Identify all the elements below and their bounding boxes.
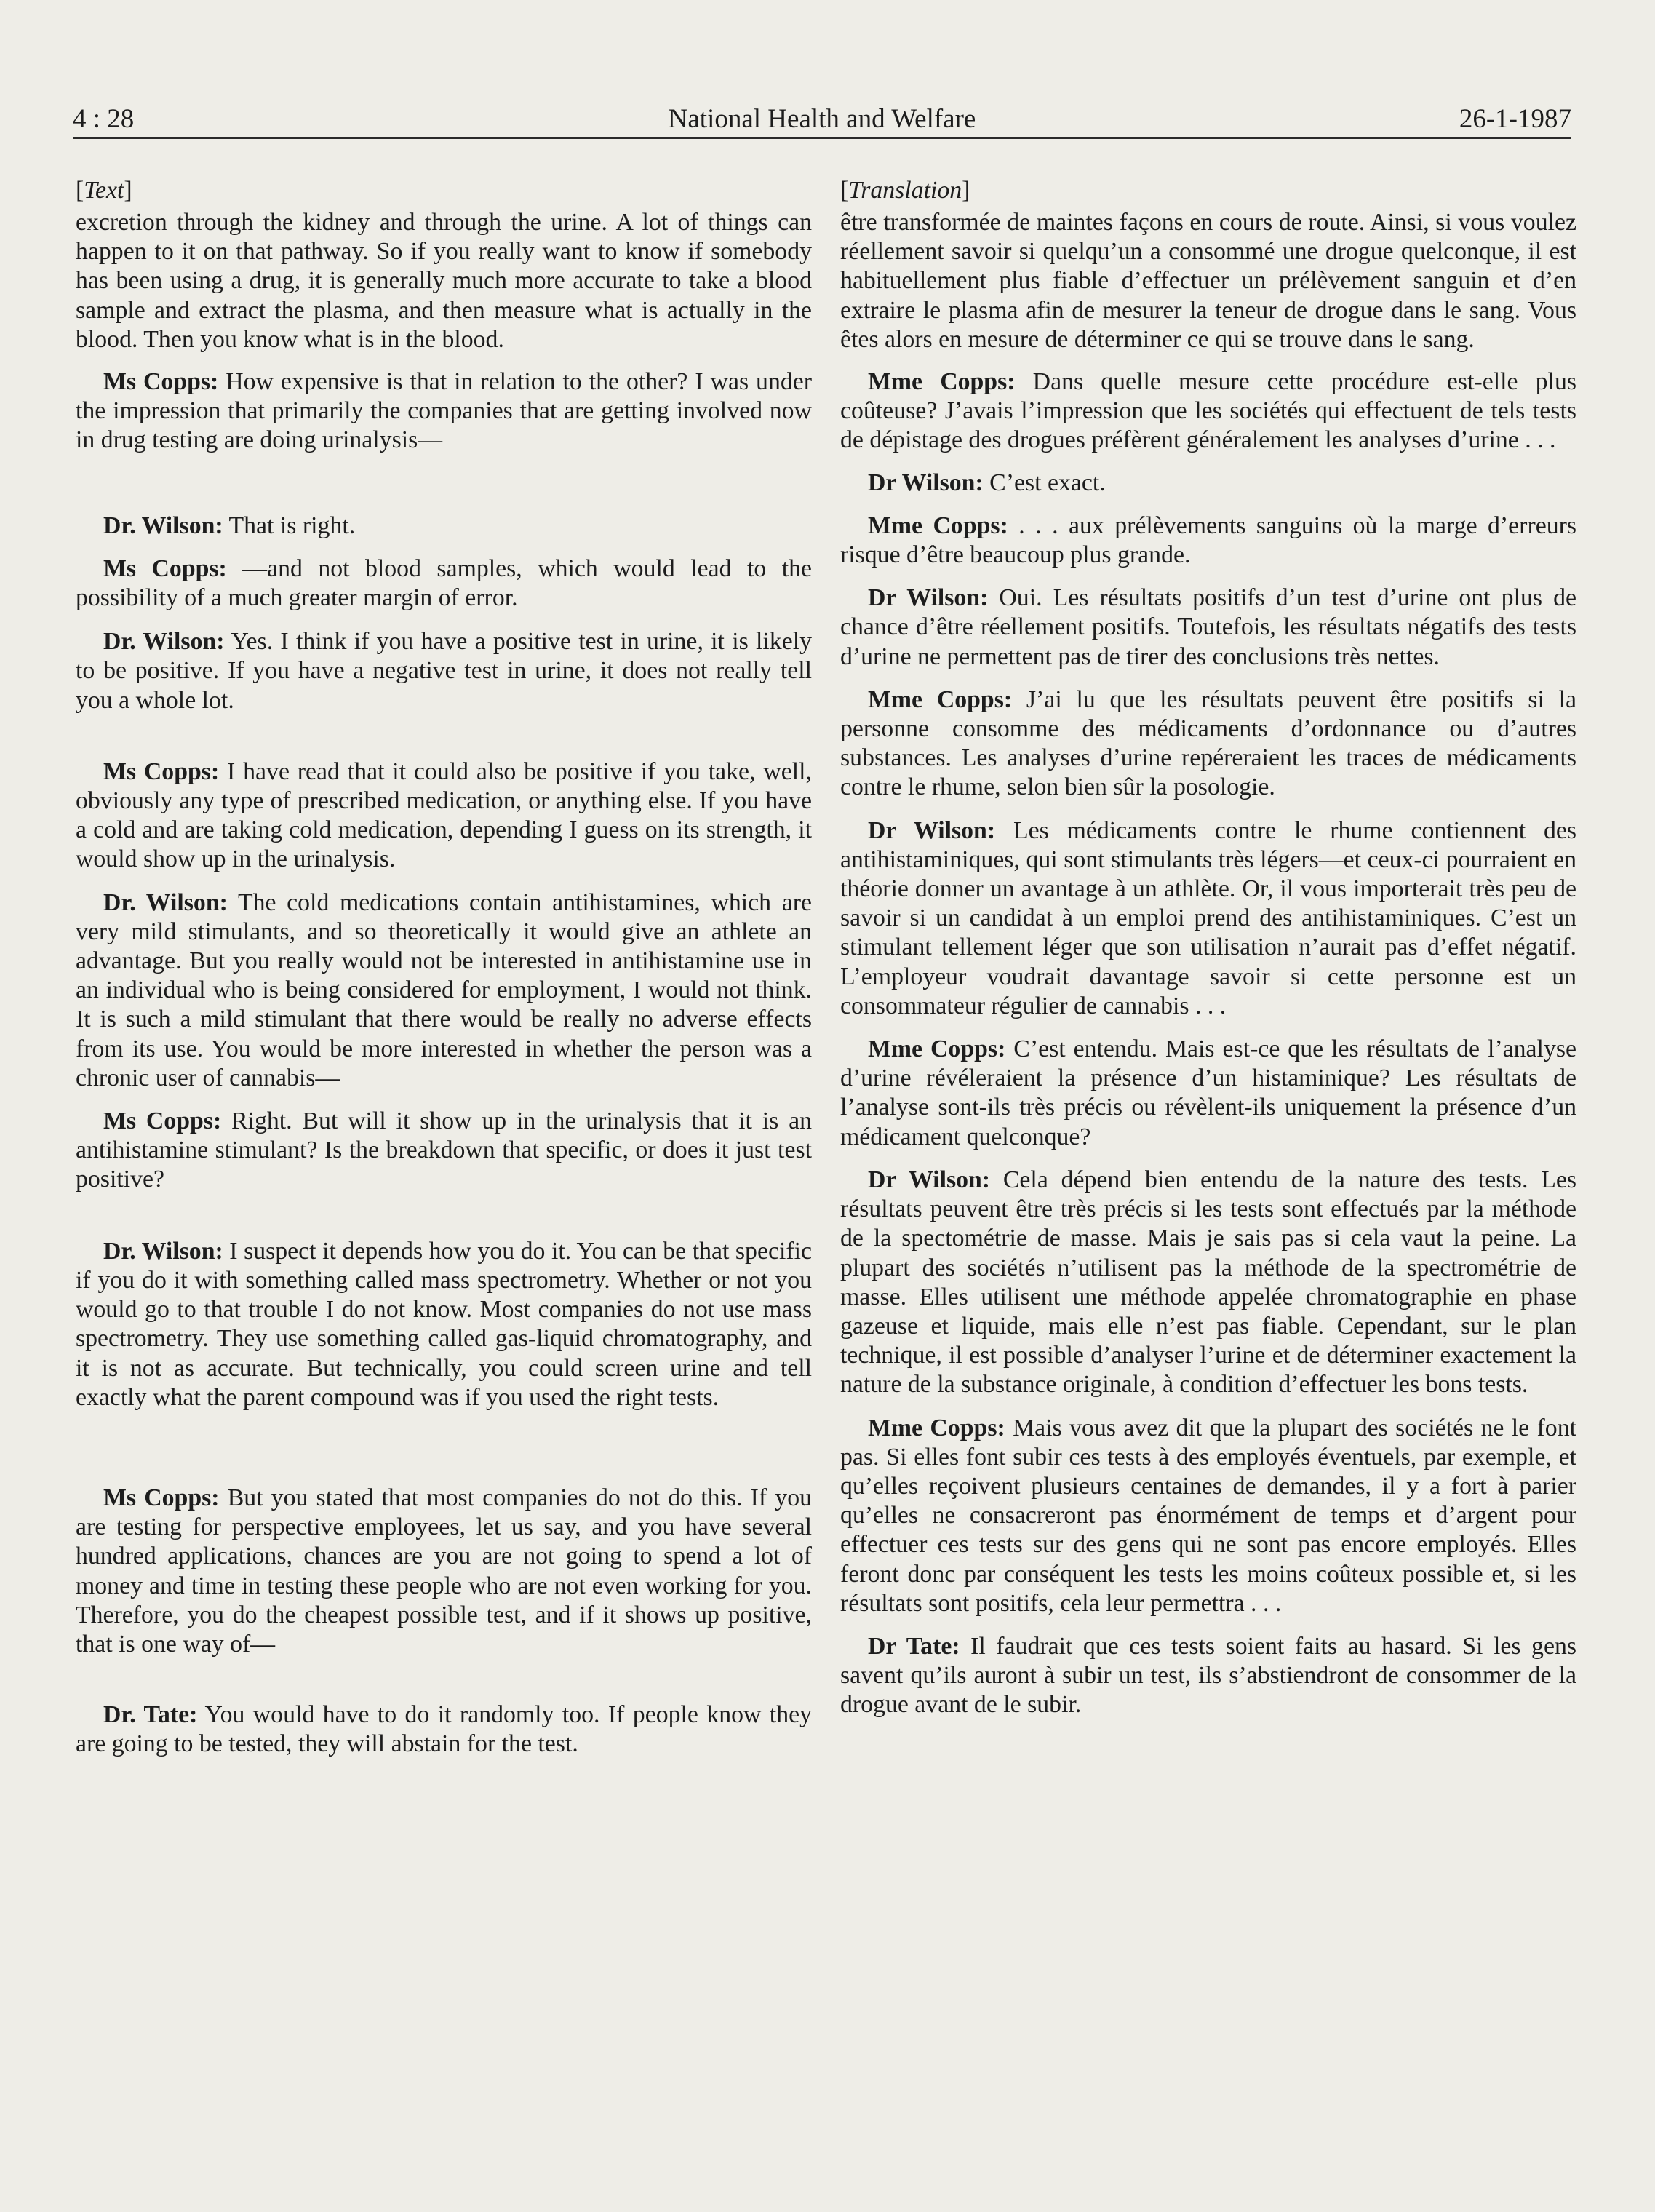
speaker-name: Dr Wilson: — [868, 469, 984, 496]
paragraph — [76, 1107, 812, 1195]
speaker-name: Dr. Wilson: — [103, 1237, 223, 1265]
speaker-name: Mme Copps: — [868, 512, 1008, 539]
french-column — [840, 176, 1576, 1720]
paragraph — [76, 1700, 812, 1759]
paragraph-text: J’ai lu que les résultats peuvent être positifs si la personne consomme des médicaments d’ordonnance ou d’autres substances. Les analyses d’urine repéreraient les traces de médicaments contre le rhume, selon bien sûr la posologie. — [840, 685, 1577, 801]
paragraph — [76, 757, 812, 875]
sitting-date: 26-1-1987 — [1459, 104, 1571, 134]
paragraph-text: How expensive is that in relation to the other? I was under the impression that primarily the companies that are getting involved now in drug testing are doing urinalysis— — [76, 368, 812, 454]
paragraph-text: I have read that it could also be positive if you take, well, obviously any type of prescribed medication, or anything else. If you have a cold and are taking cold medication, depending I guess on its strength, it would show up in the urinalysis. — [76, 757, 812, 873]
paragraph — [840, 1414, 1576, 1618]
speaker-name: Dr Wilson: — [868, 816, 996, 844]
paragraph-text: You would have to do it randomly too. If people know they are going to be tested, they will abstain for the test. — [76, 1701, 812, 1758]
paragraph-text: Dans quelle mesure cette procédure est-elle plus coûteuse? J’avais l’impression que les sociétés qui effectuent de tels tests de dépistage des drogues préfèrent généralement les analyses d’urine . . . — [840, 368, 1576, 454]
paragraph — [840, 1166, 1576, 1400]
paragraph-text: That is right. — [223, 512, 356, 539]
column-label: [Translation] — [840, 177, 970, 204]
paragraph — [76, 1237, 812, 1412]
page-number: 4 : 28 — [73, 104, 135, 134]
column-label: [Text] — [76, 177, 132, 204]
paragraph — [840, 367, 1576, 455]
paragraph — [840, 816, 1576, 1021]
paragraph-text: excretion through the kidney and through the urine. A lot of things can happen to it on that pathway. So if you really want to know if somebody has been using a drug, it is generally much more accurate to take a blood sample and extract the plasma, and then measure what is actually in the blood. Then you know what is in the blood. — [76, 209, 812, 353]
speaker-name: Dr. Wilson: — [103, 512, 223, 539]
speaker-name: Ms Copps: — [103, 757, 220, 785]
paragraph — [76, 512, 812, 541]
paragraph-text: Les médicaments contre le rhume contiennent des antihistaminiques, qui sont stimulants très légers—et ceux-ci pourraient en théorie donner un avantage à un athlète. Or, il vous importerait très peu de savoir si un candidat à un emploi prend des antihistaminiques. C’est un stimulant tellement léger que son utilisation n’aurait pas d’effet négatif. L’employeur voudrait davantage savoir si cette personne est un consommateur régulier de cannabis . . . — [840, 816, 1576, 1019]
speaker-name: Mme Copps: — [868, 1414, 1005, 1441]
speaker-name: Dr Wilson: — [868, 584, 989, 612]
paragraph — [840, 584, 1576, 672]
paragraph — [840, 512, 1576, 570]
paragraph-text: The cold medications contain antihistamines, which are very mild stimulants, and so theoretically it would give an athlete an advantage. But you really would not be interested in antihistamine use in an individual who is being considered for employment, I would not think. It is such a mild stimulant that there would be really no adverse effects from its use. You would be more interested in whether the person was a chronic user of cannabis— — [76, 888, 812, 1091]
paragraph — [76, 554, 812, 613]
paragraph-text: être transformée de maintes façons en cours de route. Ainsi, si vous voulez réellement savoir si quelqu’un a consommé une drogue quelconque, il est habituellement plus fiable d’effectuer un prélèvement sanguin et d’en extraire le plasma afin de mesurer la teneur de drogue dans le sang. Vous êtes alors en mesure de déterminer ce qui se trouve dans le sang. — [840, 209, 1576, 353]
running-head — [73, 100, 1571, 138]
speaker-name: Mme Copps: — [868, 1035, 1006, 1063]
paragraph-text: C’est entendu. Mais est-ce que les résultats de l’analyse d’urine révéleraient la présence d’un histaminique? Les résultats de l’analyse sont-ils très précis ou révèlent-ils uniquement la présence d’un médicament quelconque? — [840, 1035, 1576, 1150]
column-label-text: Translation — [848, 177, 962, 204]
paragraph-text: Right. But will it show up in the urinalysis that it is an antihistamine stimulant? Is the breakdown that specific, or does it just test positive? — [76, 1107, 812, 1193]
speaker-name: Ms Copps: — [103, 554, 227, 582]
paragraph-text: —and not blood samples, which would lead to the possibility of a much greater margin of error. — [76, 554, 813, 612]
speaker-name: Mme Copps: — [868, 368, 1016, 396]
paragraph-text: Mais vous avez dit que la plupart des sociétés ne le font pas. Si elles font subir ces tests à des employés éventuels, par exemple, et qu’elles reçoivent plusieurs centaines de demandes, il y a fort à parier qu’elles ne consacreront pas énormément de temps et d’argent pour effectuer ces tests sur des gens qui ne sont pas encore employés. Elles feront donc par conséquent les tests les moins coûteux possible et, si les résultats sont positifs, cela leur permettra . . . — [840, 1414, 1576, 1617]
speaker-name: Dr Tate: — [868, 1632, 960, 1660]
paragraph — [840, 469, 1576, 498]
paragraph — [76, 367, 812, 455]
paragraph — [76, 888, 812, 1093]
paragraph-text: Il faudrait que ces tests soient faits au hasard. Si les gens savent qu’ils auront à subir un test, ils s’abstiendront de consommer de la drogue avant de le subir. — [840, 1632, 1576, 1719]
paragraph-text: C’est exact. — [983, 469, 1106, 496]
publication-title: National Health and Welfare — [668, 104, 976, 134]
paragraph-text: I suspect it depends how you do it. You can be that specific if you do it with something called mass spectrometry. Whether or not you would go to that trouble I do not know. Most companies do not use mass spectrometry. They use something called gas-liquid chromatography, and it is not as accurate. But technically, you could screen urine and tell exactly what the parent compound was if you used the right tests. — [76, 1237, 812, 1411]
header-rule — [73, 137, 1571, 139]
paragraph — [76, 208, 812, 354]
paragraph — [840, 685, 1576, 803]
paragraph — [76, 627, 812, 715]
speaker-name: Dr. Tate: — [103, 1701, 198, 1729]
speaker-name: Mme Copps: — [868, 685, 1013, 713]
paragraph — [840, 1035, 1576, 1152]
paragraph-text: . . . aux prélèvements sanguins où la marge d’erreurs risque d’être beaucoup plus grande. — [840, 512, 1577, 569]
english-column — [76, 176, 812, 1759]
speaker-name: Dr. Wilson: — [103, 888, 228, 916]
paragraph-text: Yes. I think if you have a positive test in urine, it is likely to be positive. If you have a negative test in urine, it does not really tell you a whole lot. — [76, 628, 812, 714]
speaker-name: Dr. Wilson: — [103, 628, 225, 656]
paragraph — [840, 1632, 1576, 1720]
paragraph-text: But you stated that most companies do not do this. If you are testing for perspective employees, let us say, and you have several hundred applications, chances are you are not going to spend a lot of money and time in testing these people who are not even working for you. Therefore, you do the cheapest possible test, and if it shows up positive, that is one way of— — [76, 1484, 813, 1658]
speaker-name: Dr Wilson: — [868, 1166, 991, 1193]
speaker-name: Ms Copps: — [103, 1107, 222, 1135]
paragraph-text: Oui. Les résultats positifs d’un test d’urine ont plus de chance d’être réellement positifs. Toutefois, les résultats négatifs des tests d’urine ne permettent pas de tirer des conclusions très nettes. — [840, 584, 1576, 670]
paragraph — [840, 208, 1576, 354]
paragraph — [76, 1484, 812, 1659]
speaker-name: Ms Copps: — [103, 1484, 220, 1511]
paragraph-text: Cela dépend bien entendu de la nature des tests. Les résultats peuvent être très précis si les tests sont effectués par la méthode de la spectométrie de masse. Mais je sais pas si cela vaut la peine. La plupart des sociétés n’utilisent pas la méthode de la spectrométrie de masse. Elles utilisent une méthode appelée chromatographie en phase gazeuse et liquide, mais elle n’est pas fiable. Cependant, sur le plan technique, il est possible d’analyser l’urine et de déterminer exactement la nature de la substance originale, à condition d’effectuer les bons tests. — [840, 1166, 1576, 1399]
speaker-name: Ms Copps: — [103, 368, 219, 396]
column-label-text: Text — [84, 177, 124, 204]
